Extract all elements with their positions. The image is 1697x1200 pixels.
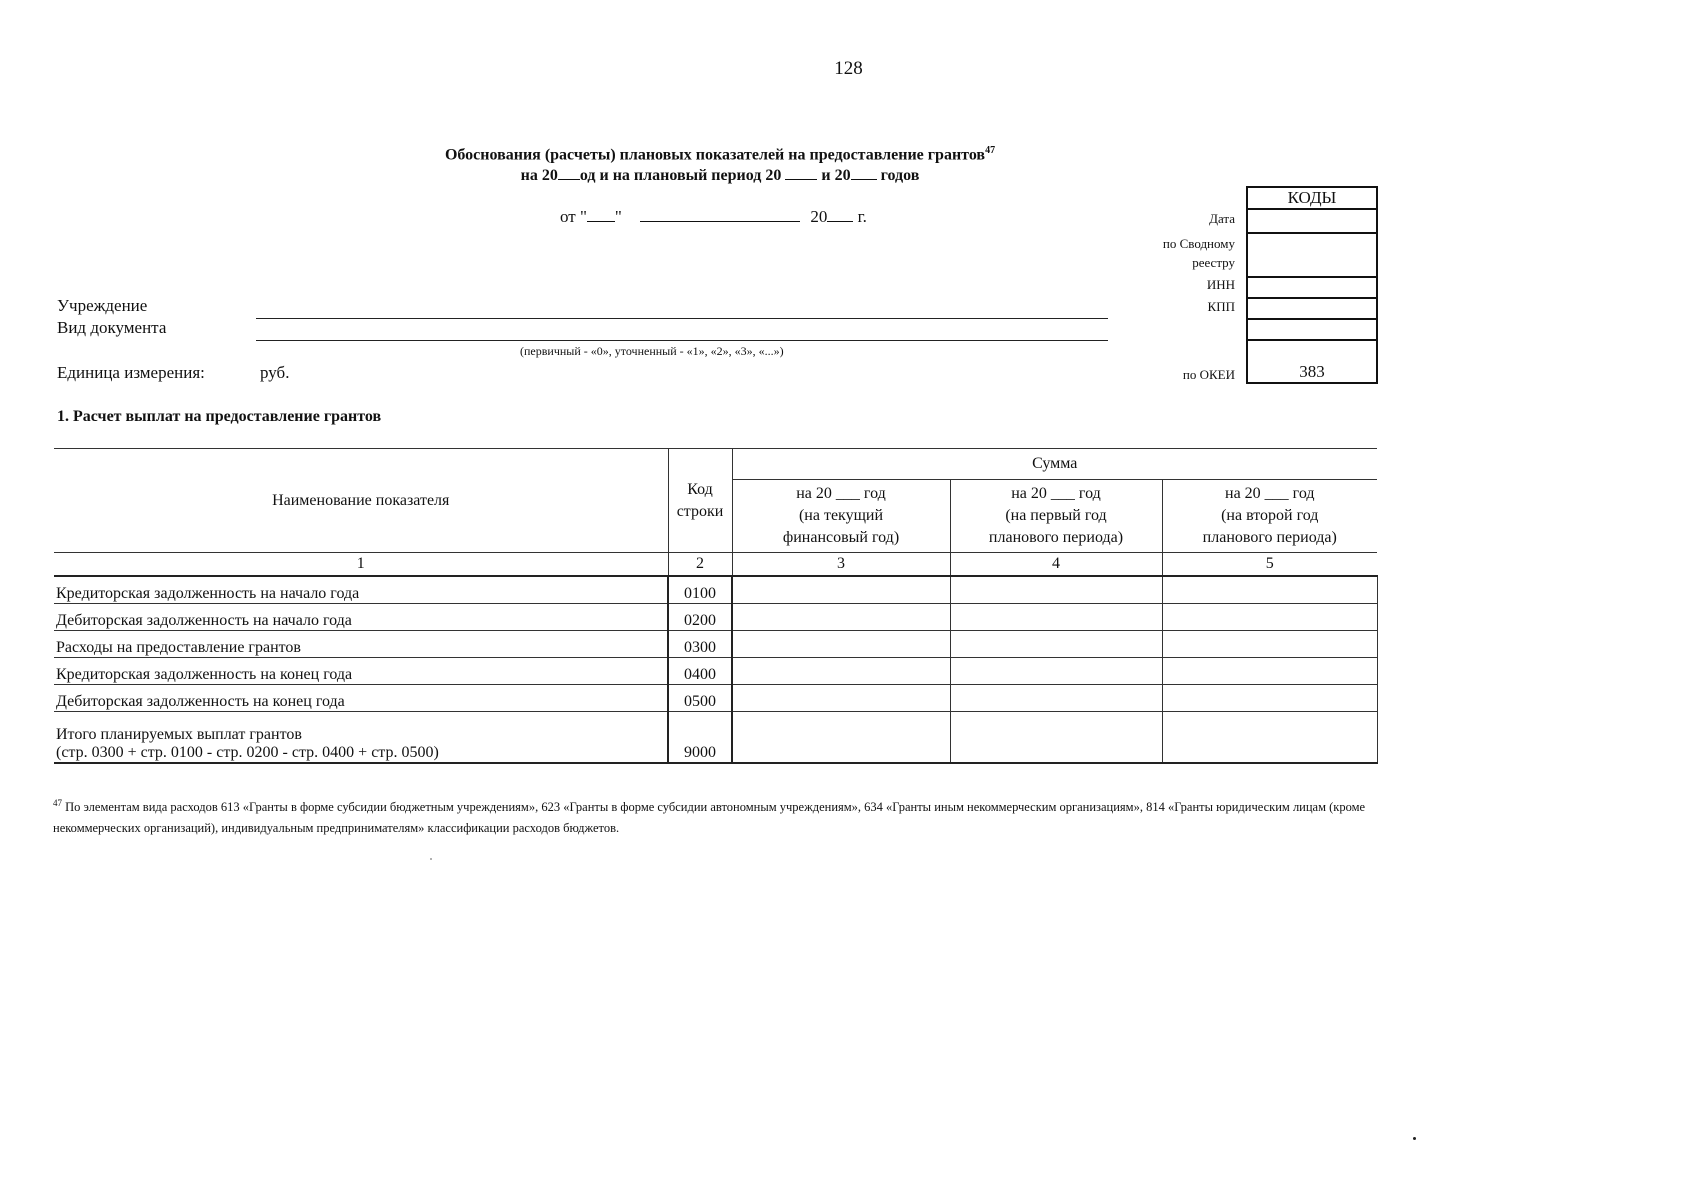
title-line-1: Обоснования (расчеты) плановых показателей на предоставление грантов$^{47}$: [444, 145, 996, 164]
header-name: Наименование показателя: [54, 449, 668, 553]
code-extra-cell[interactable]: [1247, 319, 1377, 340]
header-code: Код строки: [668, 449, 732, 553]
footnote-text: По элементам вида расходов 613 «Гранты в форме субсидии бюджетным учреждениям», 623 «Гранты в форме субсидии автономным учреждениям», 634 «Гранты иным некоммерческим организациям», 814 «Гранты юридическим лицам (кроме некоммерческих организаций), индивидуальным предпринимателям» классификации расходов бюджетов.: [53, 800, 1366, 836]
doc-type-hint: (первичный - «0», уточненный - «1», «2», «3», «...»): [520, 344, 784, 358]
value-cell[interactable]: [732, 658, 950, 685]
year-blank: [851, 165, 877, 180]
footnote: [53, 793, 1378, 839]
code-svod-cell[interactable]: [1247, 233, 1377, 277]
value-cell[interactable]: [1162, 712, 1377, 764]
col-number: 1: [54, 553, 668, 577]
value-cell[interactable]: [732, 712, 950, 764]
row-code: 0200: [668, 604, 732, 631]
table-row-total: [54, 712, 1377, 764]
footnote-number: 47: [53, 798, 62, 808]
year-blank: [558, 165, 580, 180]
institution-label: Учреждение: [57, 296, 148, 315]
value-cell[interactable]: [1162, 576, 1377, 604]
year-blank: [785, 165, 817, 180]
row-code: 0400: [668, 658, 732, 685]
value-cell[interactable]: [1162, 604, 1377, 631]
value-cell[interactable]: [732, 631, 950, 658]
code-label-okei: по ОКЕИ: [1182, 367, 1235, 382]
col-number: 5: [1162, 553, 1377, 577]
table-row: [54, 658, 1377, 685]
header-col3: на 20 ___ год (на текущий финансовый год): [732, 480, 950, 553]
table-row: [54, 604, 1377, 631]
title-line-2: на 20 од и на плановый период 20 и 20 годов: [520, 167, 920, 185]
unit-value: руб.: [260, 363, 290, 382]
codes-table: [1246, 186, 1378, 384]
grants-table: [54, 448, 1378, 764]
table-row: [54, 631, 1377, 658]
value-cell[interactable]: [732, 576, 950, 604]
value-cell[interactable]: [950, 576, 1162, 604]
code-label-svod-1: по Сводному: [1162, 236, 1235, 251]
header-col5: на 20 ___ год (на второй год планового периода): [1162, 480, 1377, 553]
value-cell[interactable]: [950, 604, 1162, 631]
doc-type-line: [256, 340, 1108, 341]
code-okei-cell: 383: [1247, 340, 1377, 383]
form-title: [340, 140, 1100, 186]
col-number: 2: [668, 553, 732, 577]
date-line: от " " 20 г.: [560, 207, 867, 226]
code-date-cell[interactable]: [1247, 209, 1377, 233]
code-label-kpp: КПП: [1207, 299, 1235, 314]
doc-type-label: Вид документа: [57, 318, 167, 337]
table-row: [54, 685, 1377, 712]
row-name: Дебиторская задолженность на начало года: [54, 604, 668, 631]
value-cell[interactable]: [950, 631, 1162, 658]
scan-speck: [430, 858, 432, 860]
value-cell[interactable]: [950, 685, 1162, 712]
col-number: 3: [732, 553, 950, 577]
codes-header: КОДЫ: [1247, 187, 1377, 209]
header-sum: Сумма: [732, 449, 1377, 480]
value-cell[interactable]: [1162, 658, 1377, 685]
value-cell[interactable]: [732, 685, 950, 712]
row-code: 0100: [668, 576, 732, 604]
section-title: 1. Расчет выплат на предоставление грантов: [57, 408, 382, 425]
row-code: 9000: [668, 712, 732, 764]
row-name: Дебиторская задолженность на конец года: [54, 685, 668, 712]
value-cell[interactable]: [950, 712, 1162, 764]
table-row: [54, 576, 1377, 604]
code-inn-cell[interactable]: [1247, 277, 1377, 298]
row-name: Кредиторская задолженность на конец года: [54, 658, 668, 685]
unit-label: Единица измерения:: [57, 363, 205, 382]
month-blank: [640, 207, 800, 222]
value-cell[interactable]: [1162, 631, 1377, 658]
code-kpp-cell[interactable]: [1247, 298, 1377, 319]
row-name: Расходы на предоставление грантов: [54, 631, 668, 658]
value-cell[interactable]: [950, 658, 1162, 685]
day-blank: [587, 207, 615, 222]
code-label-date: Дата: [1209, 211, 1235, 226]
title-footnote-ref: 47: [985, 145, 996, 156]
scan-speck: [1413, 1137, 1416, 1140]
institution-line: [256, 318, 1108, 319]
header-col4: на 20 ___ год (на первый год планового периода): [950, 480, 1162, 553]
code-label-svod-2: реестру: [1192, 255, 1235, 270]
value-cell[interactable]: [1162, 685, 1377, 712]
value-cell[interactable]: [732, 604, 950, 631]
year-blank: [827, 207, 853, 222]
row-name-total: Итого планируемых выплат грантов (стр. 0300 + стр. 0100 - стр. 0200 - стр. 0400 + стр. 0500): [54, 712, 668, 764]
row-code: 0500: [668, 685, 732, 712]
col-number: 4: [950, 553, 1162, 577]
row-name: Кредиторская задолженность на начало года: [54, 576, 668, 604]
page-number: 128: [834, 58, 863, 79]
row-code: 0300: [668, 631, 732, 658]
code-label-inn: ИНН: [1206, 277, 1235, 292]
